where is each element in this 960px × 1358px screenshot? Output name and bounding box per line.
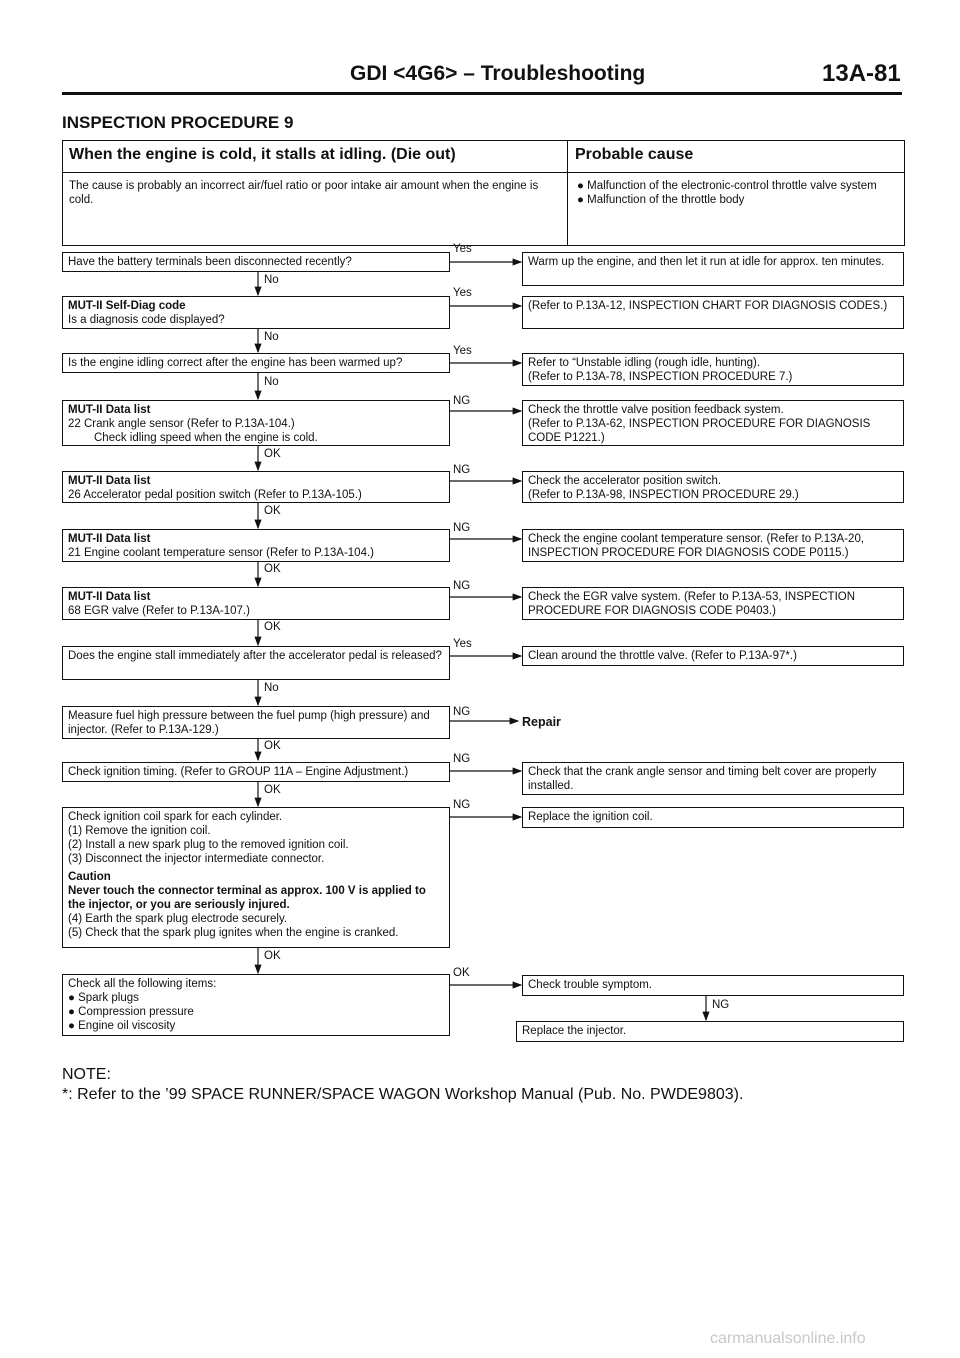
branch-label: NG <box>453 580 471 592</box>
flow-label: OK <box>264 784 281 796</box>
flow-label: No <box>264 274 279 286</box>
branch-label: Yes <box>453 345 472 357</box>
result-box: Check the throttle valve position feedback system. (Refer to P.13A-62, INSPECTION PROCEDURE FOR DIAGNOSIS CODE P1221.) <box>522 400 904 446</box>
step-box: Check ignition timing. (Refer to GROUP 11A – Engine Adjustment.) <box>62 762 450 782</box>
step-box: MUT-II Data list 26 Accelerator pedal position switch (Refer to P.13A-105.) <box>62 471 450 503</box>
branch-label: NG <box>453 706 471 718</box>
result-box: (Refer to P.13A-12, INSPECTION CHART FOR DIAGNOSIS CODES.) <box>522 296 904 329</box>
caution-text: Never touch the connector terminal as approx. 100 V is applied to the injector, or you are seriously injured. <box>68 885 426 911</box>
flow-label: OK <box>264 950 281 962</box>
note-text: *: Refer to the ’99 SPACE RUNNER/SPACE WAGON Workshop Manual (Pub. No. PWDE9803). <box>62 1086 744 1103</box>
flow-label: OK <box>264 448 281 460</box>
step-box: Check ignition coil spark for each cylinder. (1) Remove the ignition coil. (2) Install a new spark plug to the removed ignition coil. (3) Disconnect the injector intermediate connector. Caution Never touch the connector terminal as approx. 100 V is applied to the injector, or you are seriously injured. (4) Earth the spark plug electrode securely. (5) Check that the spark plug ignites when the engine is cranked. <box>62 807 450 948</box>
cause-item: ● Malfunction of the throttle body <box>577 194 745 206</box>
step-box: Is the engine idling correct after the engine has been warmed up? <box>62 353 450 373</box>
result-box: Warm up the engine, and then let it run at idle for approx. ten minutes. <box>522 252 904 286</box>
result-box: Check the EGR valve system. (Refer to P.13A-53, INSPECTION PROCEDURE FOR DIAGNOSIS CODE P0403.) <box>522 587 904 620</box>
result-box: Clean around the throttle valve. (Refer to P.13A-97*.) <box>522 646 904 666</box>
step-box: MUT-II Self-Diag code Is a diagnosis code displayed? <box>62 296 450 329</box>
flow-label: OK <box>264 740 281 752</box>
branch-label: NG <box>453 464 471 476</box>
step-box: MUT-II Data list 21 Engine coolant temperature sensor (Refer to P.13A-104.) <box>62 529 450 562</box>
branch-label: NG <box>453 799 471 811</box>
flow-label: No <box>264 682 279 694</box>
branch-label: NG <box>453 395 471 407</box>
branch-label: Yes <box>453 287 472 299</box>
cause-item: ● Malfunction of the electronic-control throttle valve system <box>577 180 877 192</box>
branch-label: OK <box>453 967 470 979</box>
step-box: Have the battery terminals been disconnected recently? <box>62 252 450 272</box>
symptom-heading: When the engine is cold, it stalls at idling. (Die out) <box>69 146 456 163</box>
step-box: Check all the following items: ● Spark plugs ● Compression pressure ● Engine oil viscosity <box>62 974 450 1036</box>
result-box: Refer to “Unstable idling (rough idle, hunting). (Refer to P.13A-78, INSPECTION PROCEDURE 7.) <box>522 353 904 386</box>
step-box: MUT-II Data list 22 Crank angle sensor (Refer to P.13A-104.) Check idling speed when the engine is cold. <box>62 400 450 446</box>
page-number: 13A-81 <box>822 60 901 87</box>
note-title: NOTE: <box>62 1066 111 1083</box>
result-box: Check that the crank angle sensor and timing belt cover are properly installed. <box>522 762 904 795</box>
branch-label: NG <box>453 753 471 765</box>
branch-label: NG <box>453 522 471 534</box>
branch-label: Yes <box>453 243 472 255</box>
flow-label: OK <box>264 505 281 517</box>
symptom-description: The cause is probably an incorrect air/fuel ratio or poor intake air amount when the engine is cold. <box>69 180 539 206</box>
step-box: Does the engine stall immediately after the accelerator pedal is released? <box>62 646 450 680</box>
result-box: Check the engine coolant temperature sensor. (Refer to P.13A-20, INSPECTION PROCEDURE FOR DIAGNOSIS CODE P0115.) <box>522 529 904 562</box>
flow-label: OK <box>264 621 281 633</box>
step-box: Measure fuel high pressure between the fuel pump (high pressure) and injector. (Refer to P.13A-129.) <box>62 706 450 739</box>
procedure-title: INSPECTION PROCEDURE 9 <box>62 113 294 132</box>
flow-label: No <box>264 331 279 343</box>
page-header-title: GDI <4G6> – Troubleshooting <box>350 62 646 85</box>
flow-label: NG <box>712 999 730 1011</box>
result-box: Replace the injector. <box>516 1021 904 1042</box>
result-box: Check trouble symptom. <box>522 975 904 996</box>
flow-label: No <box>264 376 279 388</box>
flow-label: OK <box>264 563 281 575</box>
caution-title: Caution <box>68 871 111 883</box>
watermark: carmanualsonline.info <box>710 1330 866 1347</box>
branch-label: Yes <box>453 638 472 650</box>
result-box: Replace the ignition coil. <box>522 807 904 828</box>
probable-cause-heading: Probable cause <box>575 146 694 163</box>
step-box: MUT-II Data list 68 EGR valve (Refer to P.13A-107.) <box>62 587 450 620</box>
result-box: Check the accelerator position switch. (Refer to P.13A-98, INSPECTION PROCEDURE 29.) <box>522 471 904 503</box>
result-text: Repair <box>522 715 561 729</box>
